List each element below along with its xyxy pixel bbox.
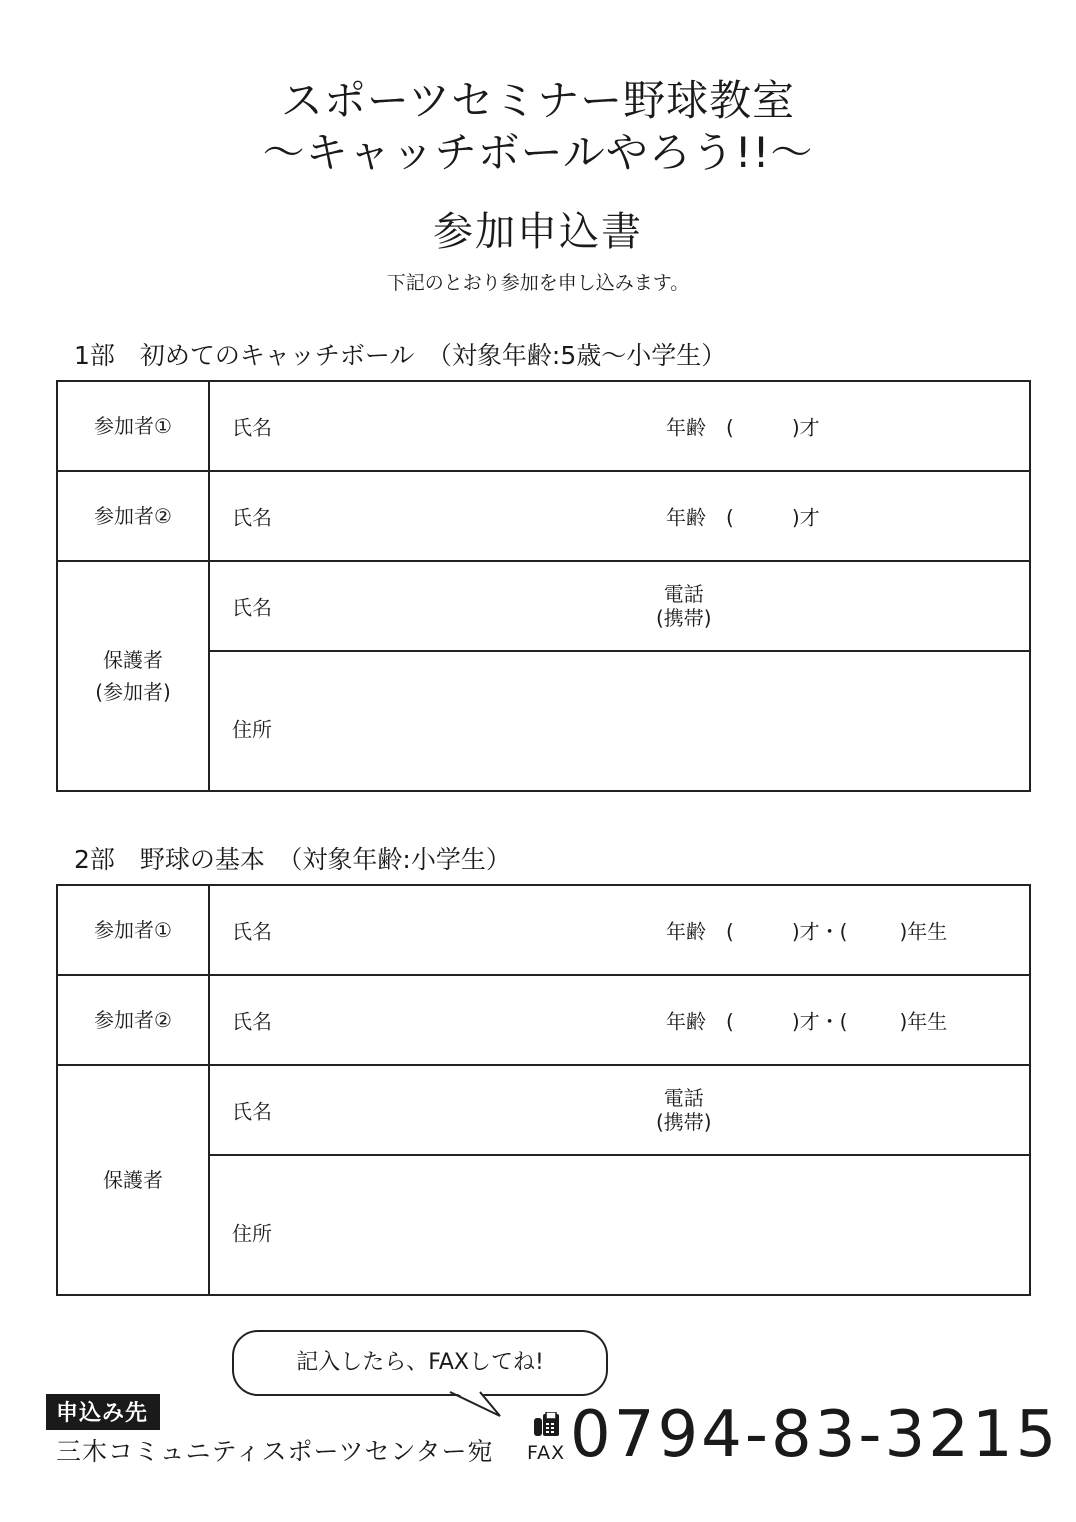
participant1-label: 参加者①	[57, 381, 209, 471]
participant1-row[interactable]	[209, 885, 1030, 975]
participant2-row[interactable]	[209, 471, 1030, 561]
guardian-label: 保護者 (参加者)	[57, 561, 209, 791]
participant2-row[interactable]	[209, 975, 1030, 1065]
speech-bubble-tail	[448, 1390, 508, 1420]
title-line1: スポーツセミナー野球教室	[280, 76, 796, 125]
section1-table	[56, 380, 1031, 792]
fax-icon	[533, 1412, 561, 1438]
title-line2: ～キャッチボールやろう!!～	[262, 128, 814, 177]
destination-tag: 申込み先	[46, 1394, 160, 1430]
age-field: 年齢 ( )才	[666, 415, 820, 440]
destination-name: 三木コミュニティスポーツセンター宛	[56, 1437, 494, 1466]
section1-heading: 1部 初めてのキャッチボール （対象年齢:5歳～小学生）	[74, 341, 727, 370]
name-label: 氏名	[232, 1009, 272, 1034]
age-field: 年齢 ( )才	[666, 505, 820, 530]
participant2-label: 参加者②	[57, 975, 209, 1065]
name-label: 氏名	[232, 505, 272, 530]
guardian-address-row[interactable]	[209, 651, 1030, 791]
age-grade-field: 年齢 ( )才・( )年生	[666, 919, 948, 944]
fax-label: FAX	[527, 1442, 566, 1464]
section2-heading: 2部 野球の基本 （対象年齢:小学生）	[74, 845, 511, 874]
participant2-label: 参加者②	[57, 471, 209, 561]
address-label: 住所	[232, 717, 272, 742]
lead-text: 下記のとおり参加を申し込みます。	[386, 272, 690, 294]
guardian-label: 保護者	[57, 1065, 209, 1295]
participant1-row[interactable]	[209, 381, 1030, 471]
tel-label: 電話 (携帯)	[656, 582, 712, 630]
speech-bubble: 記入したら、FAXしてね!	[232, 1330, 608, 1396]
name-label: 氏名	[232, 595, 272, 620]
fax-number: 0794-83-3215	[570, 1398, 1060, 1472]
name-label: 氏名	[232, 919, 272, 944]
age-grade-field: 年齢 ( )才・( )年生	[666, 1009, 948, 1034]
guardian-address-row[interactable]	[209, 1155, 1030, 1295]
address-label: 住所	[232, 1221, 272, 1246]
section2-table	[56, 884, 1031, 1296]
form-title: 参加申込書	[433, 209, 643, 255]
name-label: 氏名	[232, 415, 272, 440]
name-label: 氏名	[232, 1099, 272, 1124]
tel-label: 電話 (携帯)	[656, 1086, 712, 1134]
guardian-name-row[interactable]	[209, 561, 1030, 651]
guardian-name-row[interactable]	[209, 1065, 1030, 1155]
participant1-label: 参加者①	[57, 885, 209, 975]
